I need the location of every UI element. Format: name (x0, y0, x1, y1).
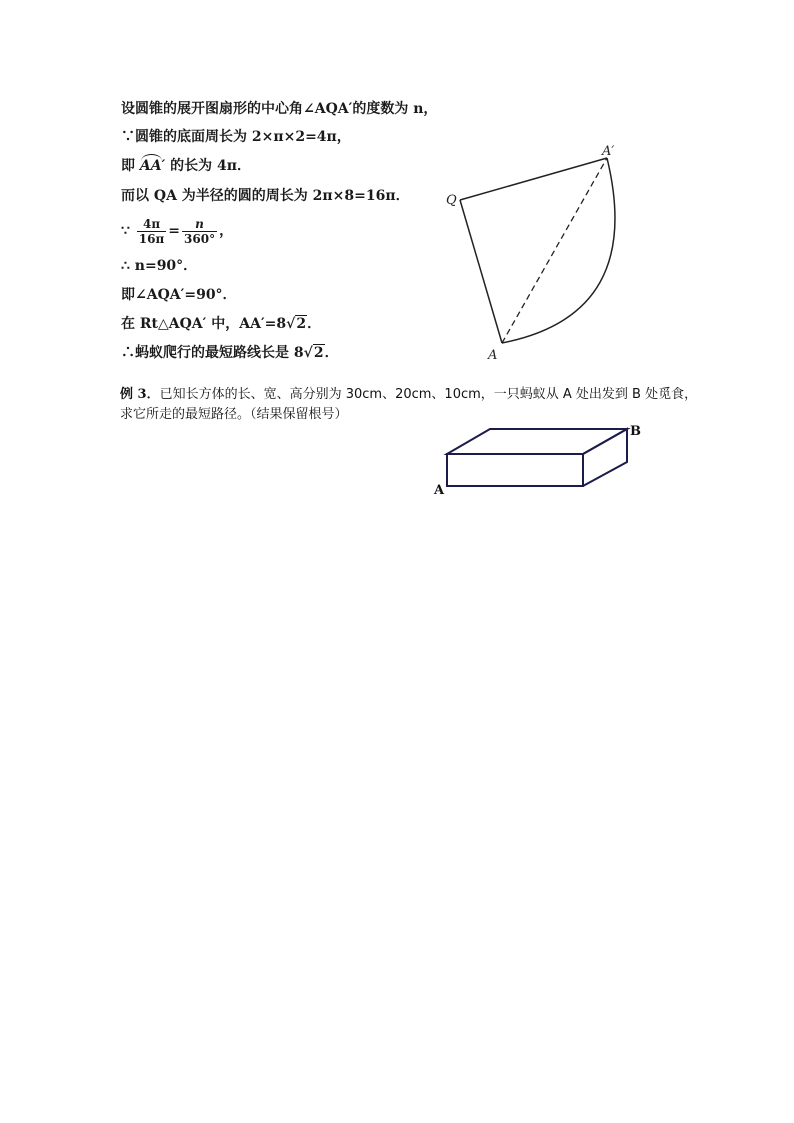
fraction-4pi-16pi (137, 217, 166, 246)
solution-line-7: 即∠AQA′=90°． (121, 287, 237, 303)
chord-aa-prime (502, 158, 607, 343)
line8-end: ． (307, 316, 322, 332)
solution-line-9 (121, 344, 339, 362)
sqrt-2: √2 (303, 345, 324, 361)
solution-line-1: 设圆锥的展开图扇形的中心角∠AQA′的度数为 n， (121, 101, 438, 117)
radius-qa (460, 200, 502, 343)
line3-pre: 即 (121, 158, 140, 174)
fraction-denominator: 16π (138, 231, 165, 246)
radius-qa-prime (460, 158, 607, 200)
arc-label: AA′ (140, 157, 165, 175)
label-b: B (630, 424, 641, 439)
line8-text: 在 Rt△AQA′ 中，AA′=8 (121, 316, 287, 332)
sector-figure (440, 140, 630, 365)
fraction-numerator: n (182, 217, 217, 232)
sqrt-2: √2 (286, 316, 307, 332)
example-3-line-2: 求它所走的最短路径。（结果保留根号） (120, 407, 348, 422)
label-a: A (488, 348, 498, 363)
line9-end: ． (324, 345, 339, 361)
label-a: A (434, 483, 445, 498)
example-text-1: 已知长方体的长、宽、高分别为 30cm、20cm、10cm，一只蚂蚁从 A 处出发到 B 处觅食， (159, 387, 698, 402)
solution-line-6: ∴ n=90°． (121, 258, 198, 274)
sector-arc (502, 158, 615, 343)
solution-line-5 (121, 216, 233, 246)
box-right-face (583, 429, 627, 486)
because-symbol: ∵ (121, 223, 130, 239)
label-q: Q (446, 193, 457, 208)
equals-sign: = (168, 223, 181, 239)
fraction-denominator: 360° (184, 231, 216, 246)
box-top-face (447, 429, 627, 454)
fraction-numerator: 4π (137, 217, 166, 232)
example-label: 例 3． (120, 387, 160, 402)
solution-line-4: 而以 QA 为半径的圆的周长为 2π×8=16π． (121, 188, 410, 204)
solution-line-2: ∵圆锥的底面周长为 2×π×2=4π， (121, 129, 351, 145)
fraction-n-360 (182, 217, 217, 246)
box-figure (425, 418, 655, 500)
line3-post: 的长为 4π． (165, 158, 252, 174)
example-3-line-1 (120, 385, 697, 404)
label-a-prime: A′ (602, 144, 615, 159)
line9-text: ∴蚂蚁爬行的最短路线长是 8 (121, 345, 304, 361)
solution-line-3 (121, 157, 251, 175)
box-front-face (447, 454, 583, 486)
line5-end: ， (219, 223, 234, 239)
solution-line-8 (121, 315, 321, 333)
